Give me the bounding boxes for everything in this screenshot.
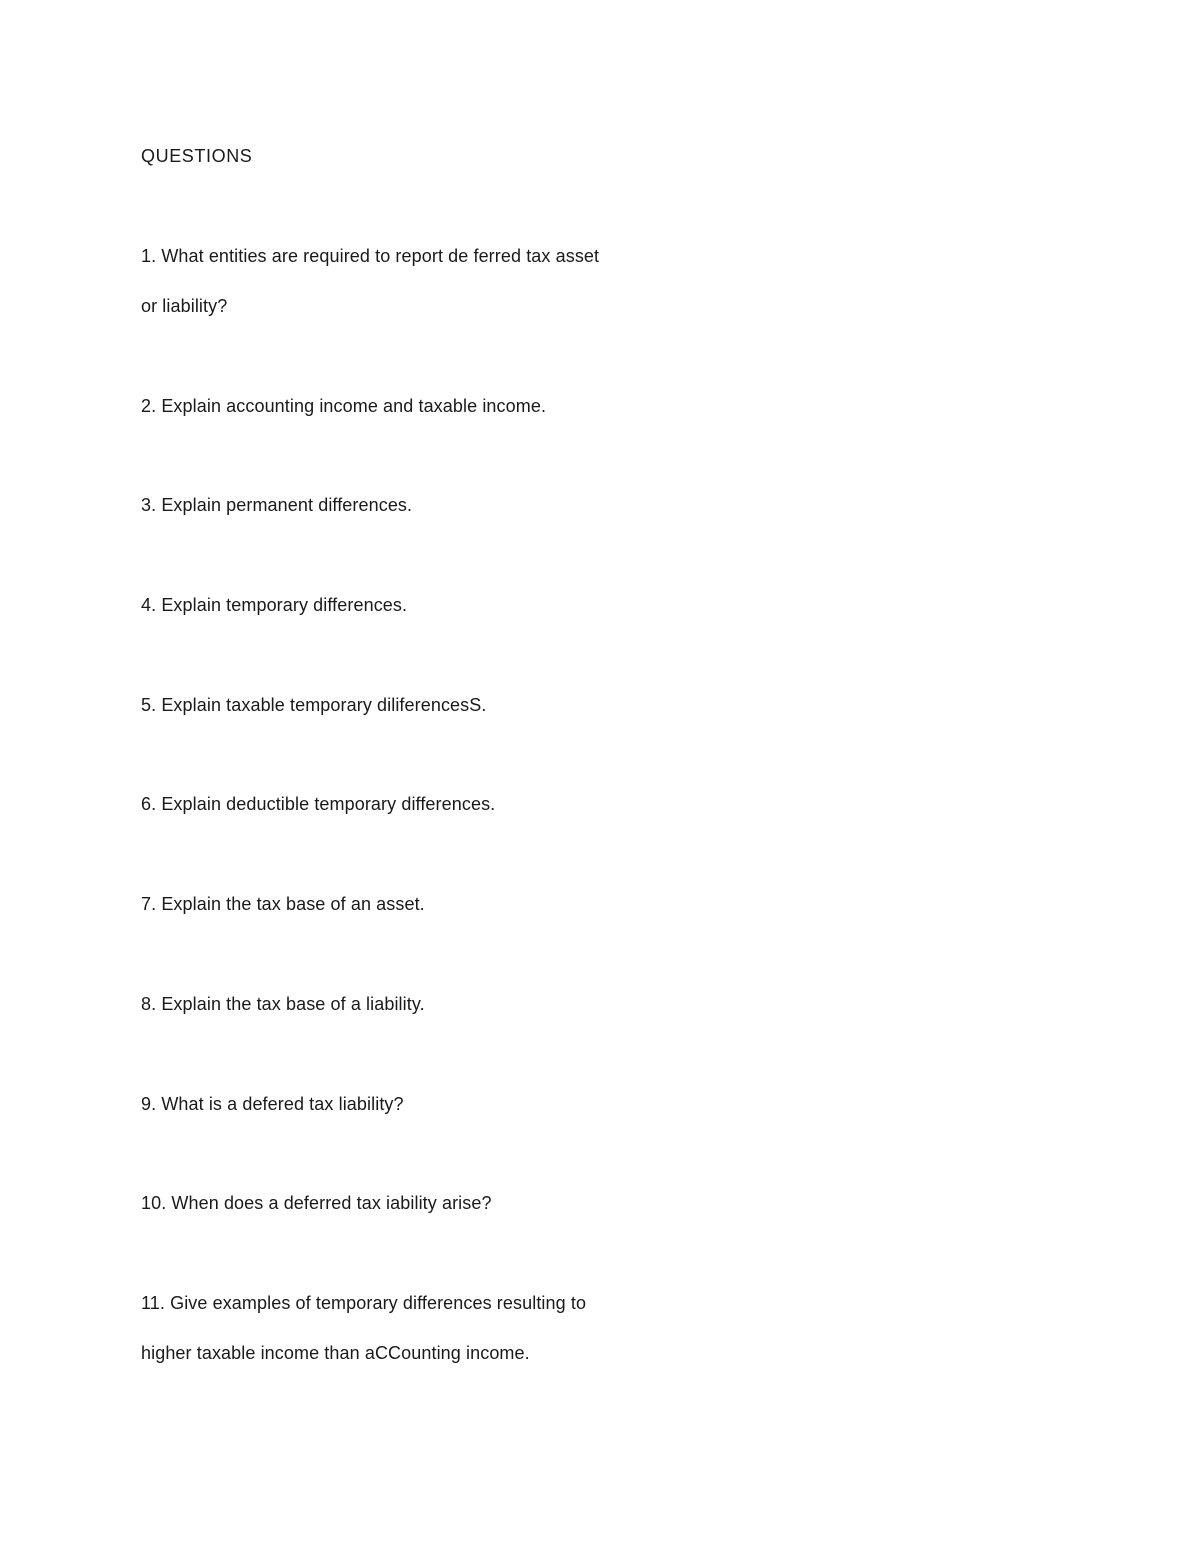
question-11-line-1: 11. Give examples of temporary differences resulting to xyxy=(141,1293,587,1313)
question-1-line-2: or liability? xyxy=(141,296,228,316)
question-7: 7. Explain the tax base of an asset. xyxy=(141,894,425,914)
question-10: 10. When does a deferred tax iability arise? xyxy=(141,1193,492,1213)
page-heading: QUESTIONS xyxy=(141,146,253,166)
question-8: 8. Explain the tax base of a liability. xyxy=(141,994,425,1014)
question-5: 5. Explain taxable temporary diliferencesS. xyxy=(141,695,487,715)
question-6: 6. Explain deductible temporary differences. xyxy=(141,794,496,814)
question-2: 2. Explain accounting income and taxable income. xyxy=(141,396,547,416)
question-11-line-2: higher taxable income than aCCounting income. xyxy=(141,1343,530,1363)
question-3: 3. Explain permanent differences. xyxy=(141,495,413,515)
question-4: 4. Explain temporary differences. xyxy=(141,595,408,615)
question-1-line-1: 1. What entities are required to report de ferred tax asset xyxy=(141,246,600,266)
question-9: 9. What is a defered tax liability? xyxy=(141,1094,404,1114)
